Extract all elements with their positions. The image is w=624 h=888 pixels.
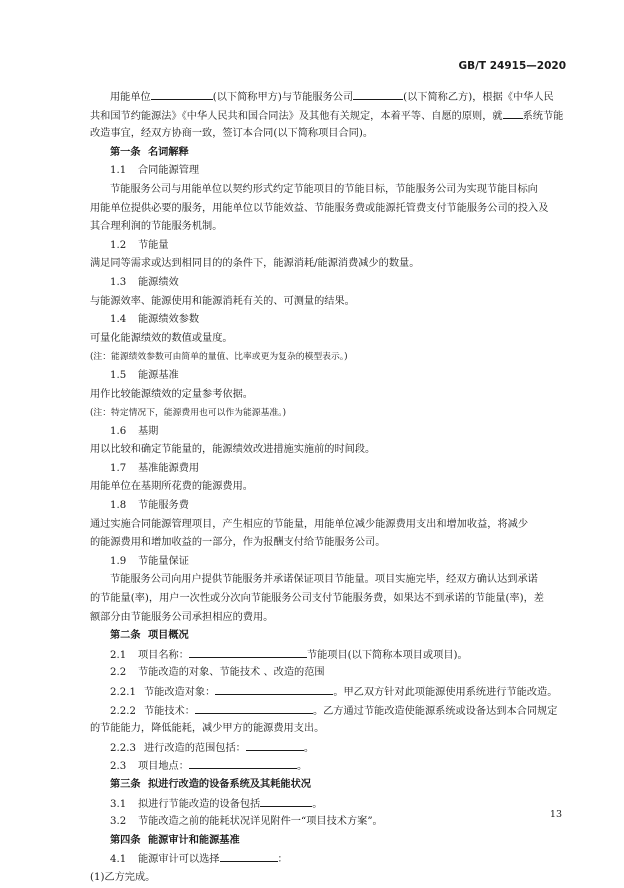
section-2-1 [90, 646, 575, 665]
paragraph-line: 节能服务公司向用户提供节能服务并承诺保证项目节能量。项目实施完毕，经双方确认达到承诺 [110, 574, 538, 586]
article-title: 能源审计和能源基准 [148, 834, 240, 846]
paragraph-line: 通过实施合同能源管理项目，产生相应的节能量，用能单位减少能源费用支出和增加收益，将减少 [90, 518, 529, 530]
intro-text: 系统节能 [522, 110, 564, 122]
paragraph-line: 满足同等需求或达到相同目的的条件下，能源消耗/能源消费减少的数量。 [90, 258, 420, 270]
section-number: 2.2 [110, 667, 127, 679]
section-3-1 [90, 795, 575, 814]
paragraph-line: 的节能量(率)，用户一次性或分次向节能服务公司支付节能服务费，如果达不到承诺的节能量(率)，差 [90, 593, 544, 605]
section-title: 基准能源费用 [138, 462, 200, 474]
page-number: 13 [549, 809, 562, 820]
section-number: 1.5 [110, 369, 127, 381]
section-text: 。 [296, 761, 308, 773]
blank-line [246, 739, 304, 751]
article-title: 项目概况 [148, 630, 189, 642]
blank-line [215, 683, 333, 695]
paragraph-line: 与能源效率、能源使用和能源消耗有关的、可测量的结果。 [90, 295, 355, 307]
section-title: 项目地点： [138, 761, 189, 773]
section-1-1 [90, 162, 575, 181]
paragraph-line: 用作比较能源绩效的定量参考依据。 [90, 388, 253, 400]
section-number: 2.2.2 [110, 705, 136, 717]
section-number: 3.1 [110, 798, 127, 810]
section-text: 。 [312, 798, 323, 810]
note-line: (注：能源绩效参数可由简单的量值、比率或更为复杂的模型表示。) [90, 352, 348, 363]
section-1-7 [90, 460, 575, 479]
article-1-heading [90, 144, 575, 163]
intro-text: 共和国节约能源法》《中华人民共和国合同法》及其他有关规定，本着平等、自愿的原则，就 [90, 110, 503, 122]
section-number: 1.9 [110, 555, 127, 567]
article-2-heading [90, 627, 575, 646]
blank-line [353, 88, 403, 100]
section-title: 节能量保证 [138, 555, 189, 567]
section-text: 。乙方通过节能改造使能源系统或设备达到本合同规定 [312, 705, 558, 717]
section-1-2 [90, 237, 575, 256]
section-2-2-3 [90, 739, 575, 758]
paragraph-line: 的能源费用和增加收益的一部分，作为报酬支付给节能服务公司。 [90, 537, 386, 549]
paragraph-line: 的节能能力，降低能耗，减少甲方的能源费用支出。 [90, 723, 325, 735]
paragraph-line: 用能单位在基期所花费的能源费用。 [90, 481, 253, 493]
section-1-6 [90, 423, 575, 442]
section-2-2-1 [90, 683, 575, 702]
section-title: 节能服务费 [138, 500, 189, 512]
section-2-2 [90, 664, 575, 683]
paragraph-line: 其合理利润的节能服务机制。 [90, 221, 223, 233]
section-title: 节能量 [138, 239, 169, 251]
blank-line [260, 795, 312, 807]
blank-line [189, 757, 297, 769]
section-number: 1.8 [110, 500, 127, 512]
section-title: 节能技术： [144, 705, 195, 717]
section-1-3 [90, 274, 575, 293]
section-title: 能源审计可以选择 [138, 854, 220, 866]
intro-text: (以下简称甲方)与节能服务公司 [212, 92, 354, 103]
article-number: 第一条 [110, 146, 141, 158]
intro-text: (以下简称乙方)，根据《中华人民 [403, 92, 554, 103]
paragraph-line: 额部分由节能服务公司承担相应的费用。 [90, 611, 274, 623]
intro-text: 用能单位 [110, 92, 151, 103]
section-1-8 [90, 497, 575, 516]
note-line: (注：特定情况下，能源费用也可以作为能源基准。) [90, 408, 286, 419]
section-text: 。甲乙双方针对此项能源使用系统进行节能改造。 [333, 687, 558, 698]
intro-line-1 [90, 88, 575, 107]
section-title: 能源基准 [138, 369, 179, 381]
article-number: 第二条 [110, 630, 141, 642]
article-4-heading [90, 832, 575, 851]
section-2-2-2 [90, 702, 575, 721]
blank-line [195, 702, 313, 714]
article-number: 第四条 [110, 834, 141, 846]
section-title: 能源绩效 [138, 276, 179, 288]
section-3-2 [90, 813, 575, 832]
paragraph-line: 用能单位提供必要的服务，用能单位以节能效益、节能服务费或能源托管费支付节能服务公司的投入及 [90, 202, 549, 214]
section-title: 拟进行节能改造的设备包括 [138, 798, 261, 810]
article-title: 名词解释 [148, 146, 189, 158]
paragraph-line: 可量化能源绩效的数值或量度。 [90, 332, 233, 344]
section-title: 节能改造对象： [144, 687, 216, 698]
paragraph-line: 用以比较和确定节能量的，能源绩效改进措施实施前的时间段。 [90, 444, 376, 456]
section-title: 基期 [138, 425, 159, 437]
section-text: 节能项目(以下简称本项目或项目)。 [306, 649, 468, 661]
section-number: 4.1 [110, 854, 127, 866]
section-1-4 [90, 311, 575, 330]
section-text: ： [277, 854, 288, 866]
section-title: 能源绩效参数 [138, 314, 200, 326]
section-2-3 [90, 757, 575, 776]
section-text: 。 [303, 742, 315, 754]
blank-line [220, 850, 278, 862]
section-number: 3.2 [110, 816, 127, 828]
section-1-5 [90, 367, 575, 386]
intro-line-3: 改造事宜，经双方协商一致，签订本合同(以下简称项目合同)。 [90, 128, 374, 140]
section-title: 节能改造的对象、节能技术 、改造的范围 [138, 667, 325, 679]
section-number: 2.2.1 [110, 687, 136, 698]
section-number: 1.1 [110, 165, 127, 177]
section-title: 进行改造的范围包括： [144, 742, 246, 754]
section-number: 1.2 [110, 239, 127, 251]
section-title: 节能改造之前的能耗状况详见附件一“项目技术方案”。 [138, 816, 383, 828]
section-number: 1.3 [110, 276, 127, 288]
blank-line [189, 646, 307, 658]
contract-body [90, 88, 575, 888]
section-title: 项目名称： [138, 649, 189, 661]
article-3-heading [90, 776, 575, 795]
section-title: 合同能源管理 [138, 165, 200, 177]
section-number: 1.7 [110, 462, 127, 474]
blank-line [503, 107, 523, 119]
section-4-1 [90, 850, 575, 869]
section-number: 1.4 [110, 314, 127, 326]
section-number: 2.3 [110, 761, 127, 773]
article-title: 拟进行改造的设备系统及其耗能状况 [148, 778, 311, 790]
section-1-9 [90, 553, 575, 572]
section-number: 2.1 [110, 649, 127, 661]
standard-code: GB/T 24915—2020 [458, 60, 566, 72]
section-number: 2.2.3 [110, 742, 136, 754]
section-number: 1.6 [110, 425, 127, 437]
intro-line-2 [90, 107, 575, 126]
blank-line [151, 88, 213, 100]
article-number: 第三条 [110, 778, 141, 790]
option-line: (1)乙方完成。 [90, 871, 156, 883]
paragraph-line: 节能服务公司与用能单位以契约形式约定节能项目的节能目标，节能服务公司为实现节能目标向 [110, 183, 538, 195]
